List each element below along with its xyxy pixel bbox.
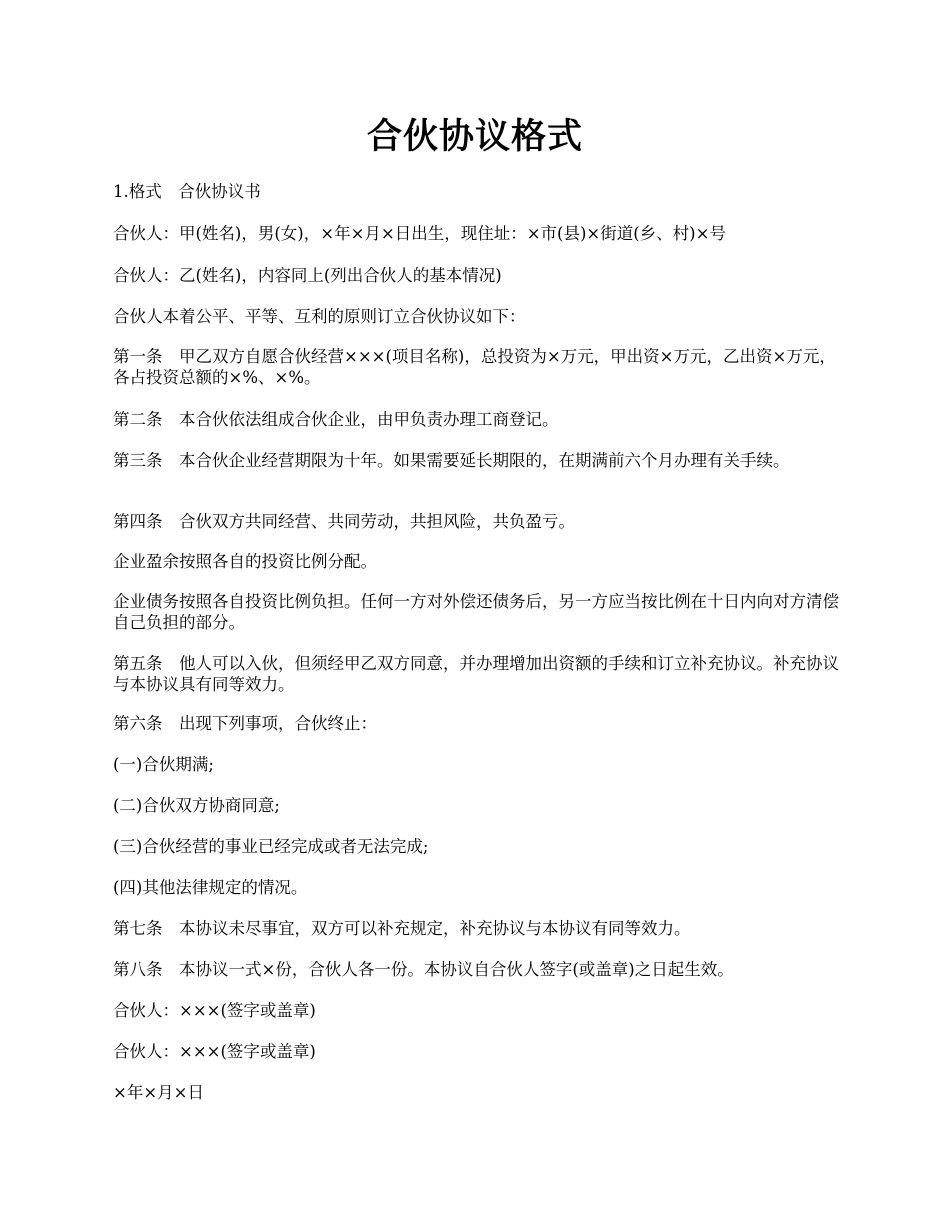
date-line: ×年×月×日 [113, 1083, 204, 1102]
paragraph-article-7: 第七条 本协议未尽事宜，双方可以补充规定，补充协议与本协议有同等效力。 [113, 919, 691, 938]
paragraph-profit-distribution: 企业盈余按照各自的投资比例分配。 [113, 552, 377, 571]
paragraph-partner-b: 合伙人：乙(姓名)，内容同上(列出合伙人的基本情况) [113, 266, 502, 285]
signature-line-partner-b: 合伙人：×××(签字或盖章) [113, 1042, 316, 1061]
paragraph-item-3: (三)合伙经营的事业已经完成或者无法完成; [113, 837, 429, 856]
document-title: 合伙协议格式 [366, 116, 583, 157]
paragraph-article-4: 第四条 合伙双方共同经营、共同劳动，共担风险，共负盈亏。 [113, 512, 575, 531]
signature-line-partner-a: 合伙人：×××(签字或盖章) [113, 1001, 316, 1020]
paragraph-article-1: 第一条 甲乙双方自愿合伙经营×××(项目名称)，总投资为×万元，甲出资×万元，乙出资×万元，各占投资总额的×%、×%。 [113, 347, 836, 387]
paragraph-partner-a: 合伙人：甲(姓名)，男(女)，×年×月×日出生，现住址：×市(县)×街道(乡、村)×号 [113, 224, 726, 243]
paragraph-article-2: 第二条 本合伙依法组成合伙企业，由甲负责办理工商登记。 [113, 410, 559, 429]
paragraph-format-heading: 1.格式 合伙协议书 [113, 182, 261, 201]
paragraph-article-5: 第五条 他人可以入伙，但须经甲乙双方同意，并办理增加出资额的手续和订立补充协议。补充协议与本协议具有同等效力。 [113, 654, 839, 694]
paragraph-item-2: (二)合伙双方协商同意; [113, 796, 280, 815]
paragraph-article-3: 第三条 本合伙企业经营期限为十年。如果需要延长期限的，在期满前六个月办理有关手续。 [113, 451, 790, 470]
paragraph-article-8: 第八条 本协议一式×份，合伙人各一份。本协议自合伙人签字(或盖章)之日起生效。 [113, 960, 734, 979]
paragraph-debt-liability: 企业债务按照各自投资比例负担。任何一方对外偿还债务后，另一方应当按比例在十日内向对方清偿自己负担的部分。 [113, 592, 839, 632]
paragraph-preamble: 合伙人本着公平、平等、互利的原则订立合伙协议如下： [113, 307, 526, 326]
paragraph-item-4: (四)其他法律规定的情况。 [113, 878, 308, 897]
paragraph-item-1: (一)合伙期满; [113, 755, 214, 774]
paragraph-article-6: 第六条 出现下列事项，合伙终止： [113, 714, 377, 733]
